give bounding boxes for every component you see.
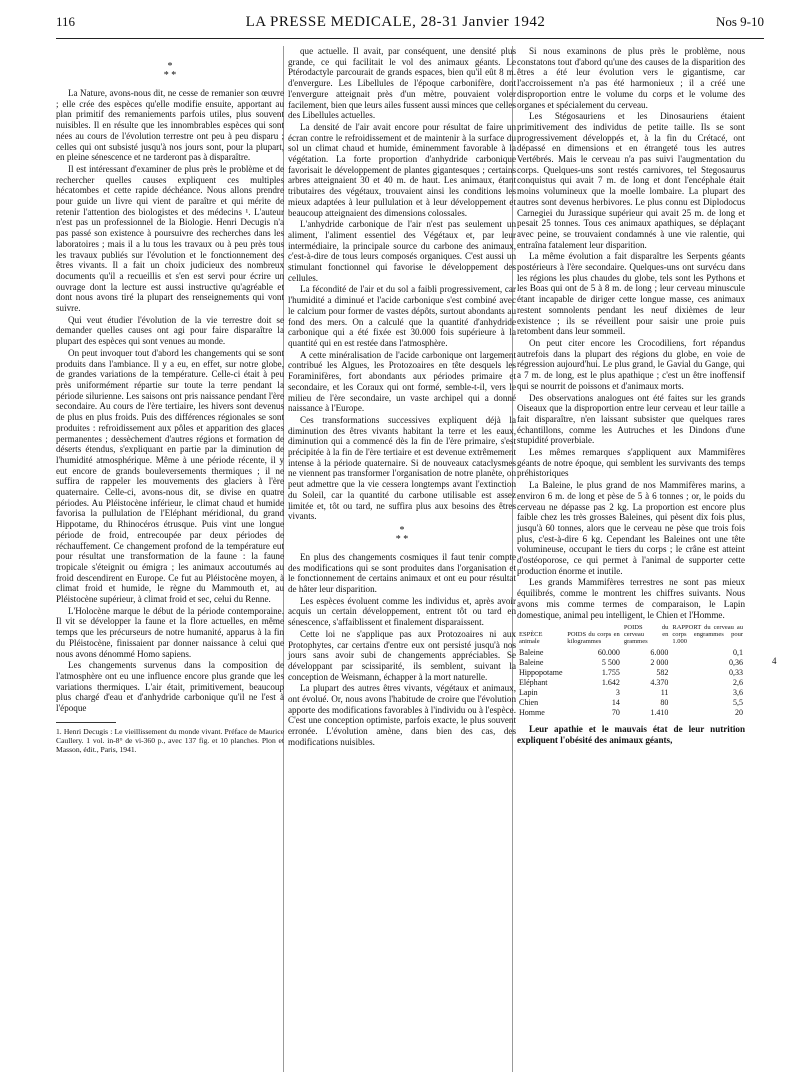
issue-number: Nos 9-10 xyxy=(715,14,764,29)
table-cell: 60.000 xyxy=(597,648,620,658)
paragraph: Si nous examinons de plus près le problème, nous constatons tout d'abord qu'une des causes de la disparition des êtres a été leur évolution vers le gigantisme, car l'accroissement n'a pas été harmonieux ; il a créé une disproportion entre le volume du corps et le volume des organes et spécialement du cerveau. xyxy=(517,46,745,110)
paragraph: Qui veut étudier l'évolution de la vie terrestre doit se demander quelles causes ont agi pour faire disparaître la plupart des espèces qui sont venues au monde. xyxy=(56,314,284,347)
table-cell: 20 xyxy=(735,708,743,718)
table-cell: 6.000 xyxy=(650,648,669,658)
paragraph: que actuelle. Il avait, par conséquent, une densité plus grande, ce qui facilitait le vol des animaux géants. Le Ptérodactyle parcourait de grands espaces, bien qu'il eût 8 m. d'envergure. Les Libellules de l'époque carbonifère, dont l'envergure atteignait près d'un mètre, pouvaient voler facilement, bien que leurs ailes fussent aussi minces que celles des Libellules actuelles. xyxy=(288,46,516,121)
table-row xyxy=(517,678,745,688)
table-cell: 2,6 xyxy=(733,678,743,688)
table-cell: Eléphant xyxy=(519,678,548,688)
table-cell: 2 000 xyxy=(650,658,669,668)
table-cell: Chien xyxy=(519,698,539,708)
table-cell: 80 xyxy=(660,698,669,708)
table-row xyxy=(517,658,745,668)
paragraph: On peut invoquer tout d'abord les changements qui se sont produits dans l'ambiance. Il y a eu, en effet, sur notre globe, de grandes variations de la température. Celle-ci était à peu près uniformément répartie sur toute la terre pendant la période silurienne. Les saisons ont pris naissance pendant l'ère secondaire. Au cours de l'ère tertiaire, les hivers sont devenus de plus en plus froids. Puis des différences régionales se sont produites : refroidissement aux pôles et apparition des glaces permanentes ; dessèchement d'autres régions et formation de déserts étendus, s'expliquant en partie par la diminution de l'humidité atmosphérique. Même à une période récente, il y eut encore de grands bouleversements thermiques ; il ne suffira de rappeler les mouvements des glaciers à l'ère quaternaire. Celle-ci, avons-nous dit, se divise en quatre périodes. Au Pléistocène inférieur, le climat chaud et humide favorisa la pullulation de l'Eléphant méridional, du grand Hippotame, du Rhinocéros étrusque. Puis vint une longue période de froid, entrecoupée par deux périodes de réchauffement. Ce changement profond de la température eut pour résultat une transformation de la faune : la faune tropicale s'éteignit ou émigra ; les animaux accoutumés au froid descendirent en Europe. Ce fut au Pléistocène moyen, à climat froid et humide, le règne du Mammouth et, au Pléistocène supérieur, à climat froid et sec, celui du Renne. xyxy=(56,347,284,605)
paragraph: Ces transformations successives expliquent déjà la diminution des êtres vivants habitant la terre et les eaux, diminution qui a commencé dès la fin de l'ère primaire, s'est précipitée à la fin de l'ère tertiaire et est devenue extrêmement intense à la période quaternaire. Si de nouveaux cataclysmes ne viennent pas transformer l'organisation de notre planète, on peut admettre que la vie cessera longtemps avant l'extinction du Soleil, car la quantité du carbone utilisable est assez limitée et, tôt ou tard, ne suffira plus aux besoins des êtres vivants. xyxy=(288,414,516,522)
table-cell: 0,33 xyxy=(729,668,743,678)
paragraph: La plupart des autres êtres vivants, végétaux et animaux, ont évolué. Or, nous avons l'habitude de croire que l'évolution apporte des modifications favorables à l'individu ou à l'espèce. C'est une conception optimiste, parfois exacte, le plus souvent erronée. L'évolution amène, dans bien des cas, des modifications nuisibles. xyxy=(288,683,516,747)
paragraph: Leur apathie et le mauvais état de leur nutrition expliquent l'obésité des animaux géants, xyxy=(517,724,745,745)
paragraph: La densité de l'air avait encore pour résultat de faire un écran contre le refroidissement et de maintenir à la surface du sol un climat chaud et humide, éminemment favorable à la végétation. La forte proportion d'anhydride carbonique favorisait le développement de plantes gigantesques ; certains arbres atteignaient 30 et 40 m. de haut. Les animaux, étant tributaires des végétaux, trouvaient ainsi les conditions les mieux adaptées à leur pullulation et à leur développement et beaucoup atteignaient des dimensions colossales. xyxy=(288,121,516,218)
table-cell: 0,36 xyxy=(729,658,743,668)
table-cell: Homme xyxy=(519,708,545,718)
page-number: 116 xyxy=(56,14,76,29)
table-cell: Baleine xyxy=(519,648,544,658)
paragraph: En plus des changements cosmiques il faut tenir compte des modifications qui se sont produites dans l'organisation et le fonctionnement de certains animaux et ont eu pour résultat de hâter leur disparition. xyxy=(288,551,516,595)
table-cell: 14 xyxy=(611,698,620,708)
paragraph: L'anhydride carbonique de l'air n'est pas seulement un aliment, l'aliment essentiel des Végétaux et, par leur intermédiaire, la principale source du carbone des animaux, c'est-à-dire de tous leurs composés organiques. C'est aussi un stimulant fonctionnel qui favorise le développement des cellules. xyxy=(288,219,516,283)
table-row xyxy=(517,648,745,658)
paragraph: L'Holocène marque le début de la période contemporaine. Il vit se développer la faune et la flore actuelles, en même temps que les précurseurs de notre humanité, apparus à la fin du Pléistocène, finissaient par donner naissance à celui que nous avons dénommé Homo sapiens. xyxy=(56,605,284,659)
paragraph: Des observations analogues ont été faites sur les grands Oiseaux que la disproportion entre leur cerveau et leur taille a fait disparaître, n'en laissant subsister que quelques rares échantillons, comme les Autruches et les Dindons d'une stupidité proverbiale. xyxy=(517,392,745,446)
table-header: POIDS du corps en kilogrammes xyxy=(567,631,620,646)
section-asterism: * * * xyxy=(163,61,177,81)
table-header: ESPÈCE animale xyxy=(519,631,543,646)
table-cell: 5,5 xyxy=(733,698,743,708)
column-3 xyxy=(517,46,745,747)
margin-mark: 4 xyxy=(772,656,777,666)
footnote: 1. Henri Decugis : Le vieillissement du monde vivant. Préface de Maurice Caullery. 1 vol. in-8° de vi-360 p., avec 137 fig. et 10 planches. Plon et Masson, édit., Paris, 1941. xyxy=(56,726,284,754)
paragraph: Les espèces évoluent comme les individus et, après avoir acquis un certain développement, entrent tôt ou tard en sénescence, s'affaiblissent et finalement disparaissent. xyxy=(288,595,516,628)
journal-title: LA PRESSE MEDICALE, 28-31 Janvier 1942 xyxy=(245,14,546,30)
table-row xyxy=(517,668,745,678)
table-cell: 0,1 xyxy=(733,648,743,658)
paragraph: A cette minéralisation de l'acide carbonique ont largement contribué les Algues, les Protozoaires en tête desquels les Foraminifères, fort abondants aux périodes primaire et secondaire, et les Coraux qui ont formé, semble-t-il, vers le milieu de l'ère secondaire, un vaste archipel qui a donné naissance à l'Europe. xyxy=(288,349,516,414)
table-cell: 11 xyxy=(660,688,669,698)
table-row xyxy=(517,698,745,708)
table-cell: 1.755 xyxy=(601,668,620,678)
column-1 xyxy=(56,58,284,755)
table-cell: 70 xyxy=(611,708,620,718)
table-header: POIDS du cerveau en grammes xyxy=(623,624,669,646)
table-row xyxy=(517,708,745,718)
paragraph: Les Stégosauriens et les Dinosauriens étaient primitivement des individus de petite taille. Ils se sont progressivement développés et, à la fin du Crétacé, ont dépassé en dimensions et en étrangeté tous les autres Vertébrés. Mais le cerveau n'a pas suivi l'augmentation du corps. Quelques-uns sont restés carnivores, tel Stegosaurus conquistus qui avait 7 m. de long et dont l'encéphale était moins volumineux que la moelle lombaire. La plupart des autres sont devenus herbivores. Le plus connu est Diplodocus Carnegiei du Jurassique supérieur qui avait 25 m. de long et pesait 25 tonnes. Tous ces animaux apathiques, se déplaçant avec peine, se trouvaient condamnés à une vie ralentie, qui entraîna fatalement leur disparition. xyxy=(517,111,745,250)
table-header-row xyxy=(517,624,745,648)
footnote-rule xyxy=(56,722,116,723)
paragraph: La Nature, avons-nous dit, ne cesse de remanier son œuvre ; elle crée des espèces qu'elle modifie ensuite, apportant au plan primitif des remaniements parfois utiles, plus souvent nuisibles. Il en résulte que les innombrables espèces qui sont nées au cours de l'évolution terrestre ont peu à peu disparu ; celles qui ont subsisté jusqu'à nos jours sont, pour la plupart, en pleine sénescence et ne tarderont pas à disparaître. xyxy=(56,88,284,163)
paragraph: Les grands Mammifères terrestres ne sont pas mieux équilibrés, comme le montrent les chiffres suivants. Nous avons mis comme termes de comparaison, le Lapin domestique, animal peu intelligent, le Chien et l'Homme. xyxy=(517,577,745,620)
paragraph: La même évolution a fait disparaître les Serpents géants postérieurs à l'ère secondaire. Quelques-uns ont survécu dans les régions les plus chaudes du globe, tels sont les Pythons et les Boas qui ont de 5 à 8 m. de long ; leur cerveau minuscule étant incapable de diriger cette longue masse, ces animaux restent somnolents pendant les neuf dixièmes de leur existence ; ils se réveillent pour saisir une proie puis retombent dans leur sommeil. xyxy=(517,251,745,337)
table-cell: Lapin xyxy=(519,688,538,698)
table-cell: Baleine xyxy=(519,658,544,668)
table-cell: 1.642 xyxy=(601,678,620,688)
table-cell: 3 xyxy=(615,688,620,698)
paragraph: La fécondité de l'air et du sol a faibli progressivement, car l'humidité a diminué et l'acide carbonique s'est combiné avec le calcium pour former de vastes dépôts, surtout abondants au fond des mers. On a calculé que la quantité d'anhydride carbonique qui a été fixée est 30.000 fois supérieure à la quantité qui en est restée dans l'atmosphère. xyxy=(288,284,516,348)
table-cell: 4.370 xyxy=(650,678,669,688)
table-cell: 3,6 xyxy=(733,688,743,698)
table-cell: 582 xyxy=(656,668,669,678)
header-rule xyxy=(56,38,764,39)
table-cell: Hippopotame xyxy=(519,668,563,678)
paragraph: La Baleine, le plus grand de nos Mammifères marins, a environ 6 m. de long et pèse de 5 à 6 tonnes ; or, le poids du cerveau ne dépasse pas 2 kg. La proportion est encore plus faible chez les très grosses Baleines, qui pèsent dix fois plus, jusqu'à 60 tonnes, alors que le cerveau ne pèse que trois fois plus, c'est-à-dire 6 kg. Cependant les Baleines ont une tête volumineuse, occupant le tiers du corps ; le crâne est atteint d'ostéoporose, ce qui permet à l'animal de supporter cette production énorme et inutile. xyxy=(517,480,745,576)
brain-body-ratio-table xyxy=(517,624,745,718)
paragraph: Les mêmes remarques s'appliquent aux Mammifères géants de notre époque, qui semblent les survivants des temps préhistoriques xyxy=(517,447,745,479)
paragraph: Les changements survenus dans la composition de l'atmosphère ont eu une influence encore plus grande que les variations thermiques. L'air était, primitivement, beaucoup plus chargé d'eau et d'anhydride carbonique qu'il ne l'est à l'époque xyxy=(56,660,284,714)
page-header xyxy=(56,14,764,36)
section-asterism: * * * xyxy=(395,524,409,545)
column-2 xyxy=(288,46,516,749)
paragraph: On peut citer encore les Crocodiliens, fort répandus autrefois dans la plupart des régions du globe, en voie de régression aujourd'hui. Le plus grand, le Gavial du Gange, qui a 7 m. de long, est le plus apathique ; c'est un être inoffensif qui se nourrit de poissons et d'animaux morts. xyxy=(517,337,745,391)
paragraph: Cette loi ne s'applique pas aux Protozoaires ni aux Protophytes, car certains d'entre eux ont persisté jusqu'à nos jours sans avoir subi de changements appréciables. Se développant par scissiparité, ils semblent, suivant la conception de Weismann, échapper à la mort naturelle. xyxy=(288,628,516,682)
table-cell: 1.410 xyxy=(650,708,669,718)
table-row xyxy=(517,688,745,698)
paragraph: Il est intéressant d'examiner de plus près le problème et de rechercher quelles causes expliquent ces multiples hécatombes et cette rapide déchéance. Nous allons prendre pour guide un livre qui vient de paraître et qui mérite de retenir l'attention des biologistes et des médecins ¹. L'auteur n'est pas un professionnel de la Biologie. Henri Decugis n'a pas passé son existence à poursuivre des recherches dans les laboratoires ; mais il a lu tous les travaux ou à peu près tous les travaux publiés sur l'évolution et le fonctionnement des êtres vivants. Il a fait un choix judicieux des nombreux documents qu'il a recueillis et s'en est servi pour écrire un ouvrage dont la lecture est aussi instructive qu'agréable et dont nous avons tiré la plupart des renseignements qui vont suivre. xyxy=(56,163,284,314)
table-header: RAPPORT du cerveau au corps engrammes pour 1.000 xyxy=(672,624,743,646)
table-cell: 5 500 xyxy=(601,658,620,668)
